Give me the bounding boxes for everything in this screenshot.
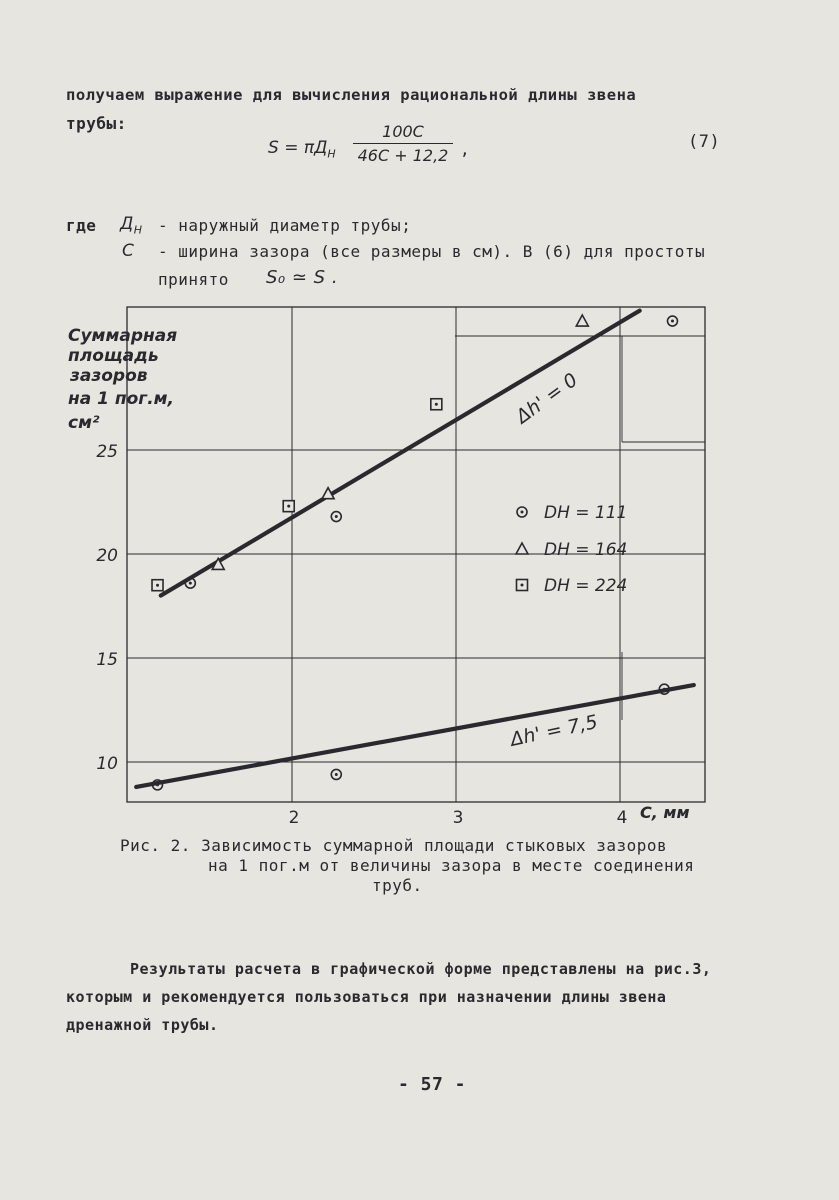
axis-ticks <box>96 442 689 828</box>
y-label-line: см² <box>68 413 100 433</box>
y-label-line: зазоров <box>70 366 148 386</box>
y-tick-label: 20 <box>96 546 118 566</box>
fit-line <box>136 685 694 787</box>
formula-lhs: S = πД <box>268 138 328 158</box>
where-dn-text: - наружный диаметр трубы; <box>158 216 412 235</box>
y-axis-label <box>68 326 177 433</box>
legend-label: DН = 164 <box>544 540 628 560</box>
x-axis-label: C, мм <box>640 803 690 822</box>
x-tick-label: 2 <box>288 808 300 828</box>
where-c-text-2: принято <box>158 270 229 289</box>
legend-marker <box>517 507 527 517</box>
result-line-2: которым и рекомендуется пользоваться при назначении длины звена <box>66 988 667 1006</box>
y-label-line: на 1 пог.м, <box>68 389 175 409</box>
where-dn-sub: Н <box>133 223 143 237</box>
legend-marker <box>517 580 528 591</box>
caption-line-3: труб. <box>372 876 423 895</box>
y-tick-label: 10 <box>96 754 118 774</box>
page-number: - 57 - <box>398 1074 467 1095</box>
data-point <box>331 512 341 522</box>
result-line-1: Результаты расчета в графической форме представлены на рис.3, <box>130 960 712 978</box>
fit-line-label: Δh' = 7,5 <box>508 710 600 751</box>
formula-numerator: 100C <box>382 122 424 141</box>
where-c-formula: S₀ ≃ S . <box>266 267 339 288</box>
data-point <box>576 315 588 326</box>
where-c-symbol: C <box>122 241 135 261</box>
data-point <box>331 769 341 779</box>
formula-trail: , <box>460 140 470 159</box>
intro-line-1: получаем выражение для вычисления рациональной длины звена <box>66 86 637 104</box>
y-label-line: площадь <box>68 346 159 366</box>
caption-line-2: на 1 пог.м от величины зазора в месте соединения <box>208 856 695 875</box>
result-line-3: дренажной трубы. <box>66 1016 219 1034</box>
y-tick-label: 15 <box>96 650 118 670</box>
data-point <box>283 501 294 512</box>
formula-number: (7) <box>688 132 721 152</box>
where-dn-symbol: $Д_Н$ <box>120 214 143 237</box>
data-point <box>667 316 677 326</box>
formula-lhs-sub: Н <box>327 147 336 161</box>
data-point <box>152 580 163 591</box>
legend <box>516 503 627 596</box>
formula-denominator: 46C + 12,2 <box>357 146 449 165</box>
y-tick-label: 25 <box>96 442 118 462</box>
x-tick-label: 3 <box>452 808 464 828</box>
where-c-text: - ширина зазора (все размеры в см). В (6) для простоты <box>158 242 706 261</box>
where-word: где <box>66 216 97 235</box>
legend-marker <box>516 543 528 554</box>
y-label-line: Суммарная <box>68 326 178 346</box>
x-tick-label: 4 <box>616 808 628 828</box>
fit-line-label: Δh' = 0 <box>512 368 582 429</box>
caption-line-1: Рис. 2. Зависимость суммарной площади стыковых зазоров <box>120 836 668 855</box>
fit-line-labels <box>507 369 600 751</box>
data-point <box>431 399 442 410</box>
legend-label: DН = 224 <box>544 576 628 596</box>
intro-line-2: трубы: <box>66 114 127 133</box>
legend-label: DН = 111 <box>544 503 628 523</box>
